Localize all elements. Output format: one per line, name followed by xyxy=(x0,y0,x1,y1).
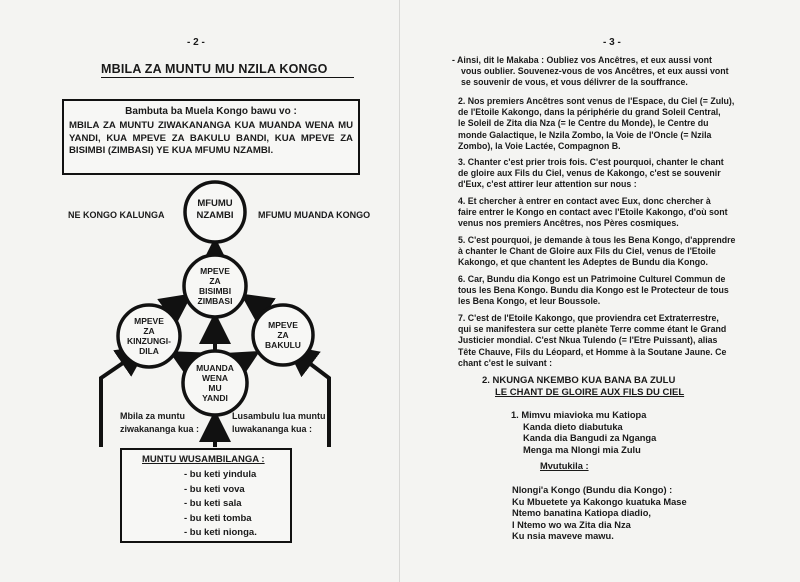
refrain-label: Mvutukila : xyxy=(540,461,589,471)
label-top-right: MFUMU MUANDA KONGO xyxy=(258,210,371,220)
node-top: MFUMU NZAMBI xyxy=(196,198,234,221)
song-subheading: LE CHANT DE GLOIRE AUX FILS DU CIEL xyxy=(495,387,685,398)
node-right: MPEVE ZA BAKULU xyxy=(265,320,301,350)
prayer-modes-list xyxy=(184,468,257,541)
paragraph-3: 3. Chanter c'est prier trois fois. C'est pourquoi, chanter le chant de gloire aux Fils du Ciel, venus de Kakongo, c'est se souvenir d'Eux, c'est attirer leur attention sur nous : xyxy=(458,157,724,190)
arrow-right-to-middle xyxy=(247,298,266,311)
list-item: - bu keti yindula xyxy=(184,469,257,480)
verse-1: 1. Mimvu miavioka mu Katiopa Kanda dieto diabutuka Kanda dia Bangudi za Nganga Menga ma Nlongi mia Zulu xyxy=(511,410,657,455)
song-heading: 2. NKUNGA NKEMBO KUA BANA BA ZULU xyxy=(482,375,676,386)
intro-box-body: MBILA ZA MUNTU ZIWAKANANGA KUA MUANDA WENA MU YANDI, KUA MPEVE ZA BAKULU BANDI, KUA MPEVE ZA BISIMBI (ZIMBASI) YE KUA MFUMU NZAMBI. xyxy=(69,120,353,156)
label-bottom-right: Lusambulu lua muntu luwakananga kua : xyxy=(232,411,326,434)
refrain: Nlongi'a Kongo (Bundu dia Kongo) : Ku Mbuetete ya Kakongo kuatuka Mase Ntemo banatina Katiopa diadio, I Ntemo wo wa Zita dia Nza Ku nsia maveve mawu. xyxy=(512,485,687,541)
prayer-modes-heading: MUNTU WUSAMBILANGA : xyxy=(142,454,265,465)
paragraph-5: 5. C'est pourquoi, je demande à tous les Bena Kongo, d'apprendre à chanter le Chant de Gloire aux Fils du Ciel, venus de l'Etoile Kakongo, et que chantent les Adeptes de Bundu dia Kongo. xyxy=(458,235,736,268)
intro-paragraph: - Ainsi, dit le Makaba : Oubliez vos Ancêtres, et eux aussi vont vous oublier. Souvenez-vous de vos Ancêtres, et eux aussi vont se souvenir de vous, et vous délivrer de la souffrance. xyxy=(452,55,729,88)
paragraph-7: 7. C'est de l'Etoile Kakongo, que proviendra cet Extraterrestre, qui se manifestera sur cette planète Terre comme étant le Grand Justicier mondial. C'est Nkua Tulendo (= l'Etre Puissant), alias Tête Chauve, Fils du Léopard, et Homme à la Soutane Jaune. Ce chant c'est le suivant : xyxy=(458,313,727,368)
node-left: MPEVE ZA KINZUNGI- DILA xyxy=(127,316,171,356)
paragraph-2: 2. Nos premiers Ancêtres sont venus de l'Espace, du Ciel (= Zulu), de l'Etoile Kakongo, dans la périphérie du grand Soleil Central, le Soleil de Zita dia Nza (= le Centre du Monde), le Centre du monde Galactique, le Nzila Zombo, la Voie de l'Oncle (= Nzila Zombo), la Voie Lactée, Compagnon B. xyxy=(458,96,735,151)
page-number: - 2 - xyxy=(187,37,205,48)
label-top-left: NE KONGO KALUNGA xyxy=(68,210,165,220)
intro-box-heading: Bambuta ba Muela Kongo bawu vo : xyxy=(125,106,297,117)
label-bottom-left: Mbila za muntu ziwakananga kua : xyxy=(120,411,200,434)
page-title: MBILA ZA MUNTU MU NZILA KONGO xyxy=(101,62,328,76)
page-fold xyxy=(399,0,400,582)
node-bottom: MUANDA WENA MU YANDI xyxy=(196,363,234,403)
paragraph-6: 6. Car, Bundu dia Kongo est un Patrimoine Culturel Commun de tous les Bena Kongo. Bundu dia Kongo est le Protecteur de tous les Bena Kongo, et leur Boussole. xyxy=(458,274,729,307)
node-middle: MPEVE ZA BISIMBI ZIMBASI xyxy=(197,266,233,306)
arrow-left-to-middle xyxy=(168,298,186,311)
list-item: - bu keti vova xyxy=(184,483,245,495)
list-item: - bu keti tomba xyxy=(184,512,252,524)
prayer-modes-box xyxy=(120,448,292,543)
page-number: - 3 - xyxy=(603,37,621,48)
paragraph-4: 4. Et chercher à entrer en contact avec Eux, donc chercher à faire entrer le Kongo en contact avec l'Etoile Kakongo, d'où sont venus nos premiers Ancêtres, nos Pères cosmiques. xyxy=(458,196,728,229)
list-item: - bu keti sala xyxy=(184,498,242,509)
list-item: - bu keti nionga. xyxy=(184,527,257,538)
